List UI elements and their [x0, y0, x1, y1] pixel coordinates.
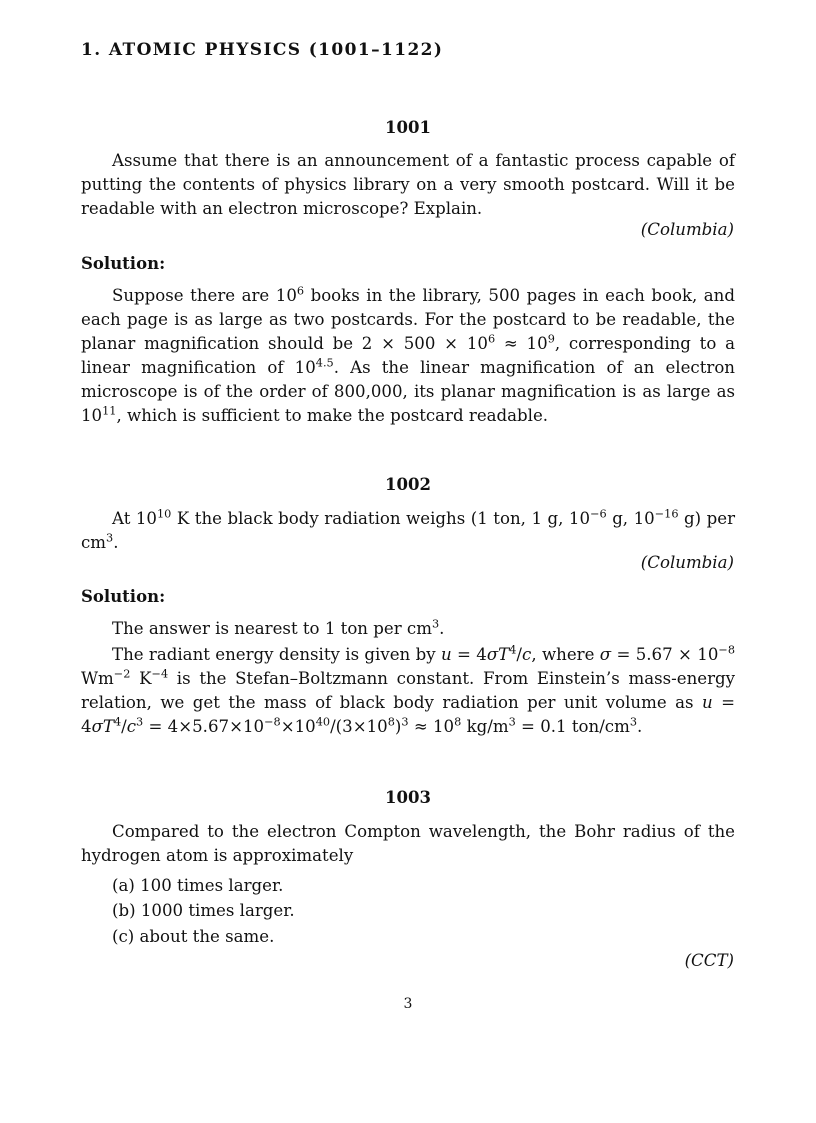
math-var: u	[440, 645, 452, 664]
problem-1002-solution	[81, 643, 735, 739]
solution-text: K	[130, 669, 152, 688]
option-c: (c) about the same.	[112, 927, 275, 946]
solution-text: ×10	[280, 717, 316, 736]
problem-1001-solution	[81, 284, 735, 428]
question-text: At 10	[112, 509, 157, 528]
math-var: σ	[599, 645, 612, 664]
exponent: −8	[718, 643, 736, 657]
solution-text: kg/m	[461, 717, 509, 736]
solution-text: = 4×5.67×10	[143, 717, 265, 736]
chapter-title: 1. ATOMIC PHYSICS (1001–1122)	[81, 40, 444, 60]
solution-text: books in the library, 500 pages in each book, and each page is as large as two postcards. For the postcard to be readable, the planar magnification should be 2 × 500 × 10	[81, 286, 735, 353]
option-a: (a) 100 times larger.	[112, 876, 284, 895]
exponent: 11	[102, 404, 117, 418]
exponent: 4	[113, 715, 122, 729]
exponent: 3	[508, 715, 516, 729]
problem-number-1002: 1002	[385, 475, 431, 494]
question-text: g, 10	[606, 509, 655, 528]
exponent: 3	[401, 715, 409, 729]
problem-1001-source: (Columbia)	[640, 220, 734, 239]
problem-number-1003: 1003	[385, 788, 431, 807]
exponent: 3	[136, 715, 144, 729]
exponent: 10	[157, 507, 172, 521]
exponent: 4	[509, 643, 517, 657]
solution-text: /	[516, 645, 523, 664]
problem-1003-source: (CCT)	[684, 951, 734, 970]
problem-1002-answer	[81, 617, 735, 641]
exponent: 3	[431, 617, 440, 631]
source-name: CCT	[691, 951, 728, 970]
exponent: 9	[547, 332, 555, 346]
exponent: 8	[387, 715, 395, 729]
solution-text: ≈ 10	[408, 717, 455, 736]
question-text: .	[113, 533, 119, 552]
solution-text: = 5.67 × 10	[611, 645, 719, 664]
source-name: Columbia	[647, 220, 728, 239]
solution-text: The radiant energy density is given by	[112, 645, 441, 664]
problem-1001-question: Assume that there is an announcement of a fantastic process capable of putting the contents of physics library on a very smooth postcard. Will it be readable with an electron microscope? Explain.	[81, 151, 735, 218]
solution-text: , where	[531, 645, 600, 664]
solution-text: = 0.1 ton/cm	[515, 717, 630, 736]
exponent: 40	[315, 715, 331, 729]
solution-text: /	[121, 717, 127, 736]
problem-1002-source: (Columbia)	[640, 553, 734, 572]
math-var: u	[701, 693, 713, 712]
solution-text: Wm	[81, 669, 114, 688]
page-number: 3	[403, 996, 413, 1012]
solution-text: = 4	[81, 693, 735, 736]
math-var: c	[522, 645, 532, 664]
exponent: 3	[629, 715, 638, 729]
question-text: g) per cm	[81, 509, 736, 552]
question-text: K the black body radiation weighs (1 ton, 1 g, 10	[171, 509, 591, 528]
solution-text: is the Stefan–Boltzmann constant. From Einstein’s mass-energy relation, we get the mass of black body radiation per unit volume as	[81, 669, 736, 712]
exponent: 8	[454, 715, 462, 729]
problem-number-1001: 1001	[385, 118, 431, 137]
option-b: (b) 1000 times larger.	[112, 901, 295, 920]
solution-label-1002: Solution:	[81, 587, 166, 606]
exponent: 4.5	[315, 356, 334, 370]
problem-1003-question: Compared to the electron Compton wavelength, the Bohr radius of the hydrogen atom is approximately	[81, 822, 735, 865]
math-var: σT	[486, 645, 510, 664]
solution-text: ≈ 10	[495, 334, 548, 353]
solution-text: . As the linear magnification of an electron microscope is of the order of 800,000, its planar magnification is as large as 10	[81, 358, 735, 425]
exponent: −4	[151, 667, 169, 681]
solution-text: The answer is nearest to 1 ton per cm	[112, 619, 432, 638]
exponent: −2	[113, 667, 131, 681]
exponent: 6	[296, 284, 305, 298]
solution-text: .	[637, 717, 643, 736]
problem-1002-question	[81, 507, 735, 555]
solution-text: Suppose there are 10	[112, 286, 297, 305]
exponent: 6	[487, 332, 496, 346]
exponent: −8	[264, 715, 281, 729]
solution-text: = 4	[451, 645, 487, 664]
math-var: c	[126, 717, 137, 736]
solution-text: )	[394, 717, 402, 736]
exponent: 3	[106, 531, 114, 545]
math-var: σT	[91, 717, 114, 736]
solution-text: /(3×10	[330, 717, 388, 736]
solution-text: , corresponding to a linear magnification of 10	[81, 334, 735, 377]
solution-text: , which is sufficient to make the postcard readable.	[116, 406, 549, 425]
solution-text: .	[439, 619, 445, 638]
solution-label-1001: Solution:	[81, 254, 166, 273]
exponent: −16	[654, 507, 679, 521]
exponent: −6	[590, 507, 607, 521]
source-name: Columbia	[647, 553, 728, 572]
